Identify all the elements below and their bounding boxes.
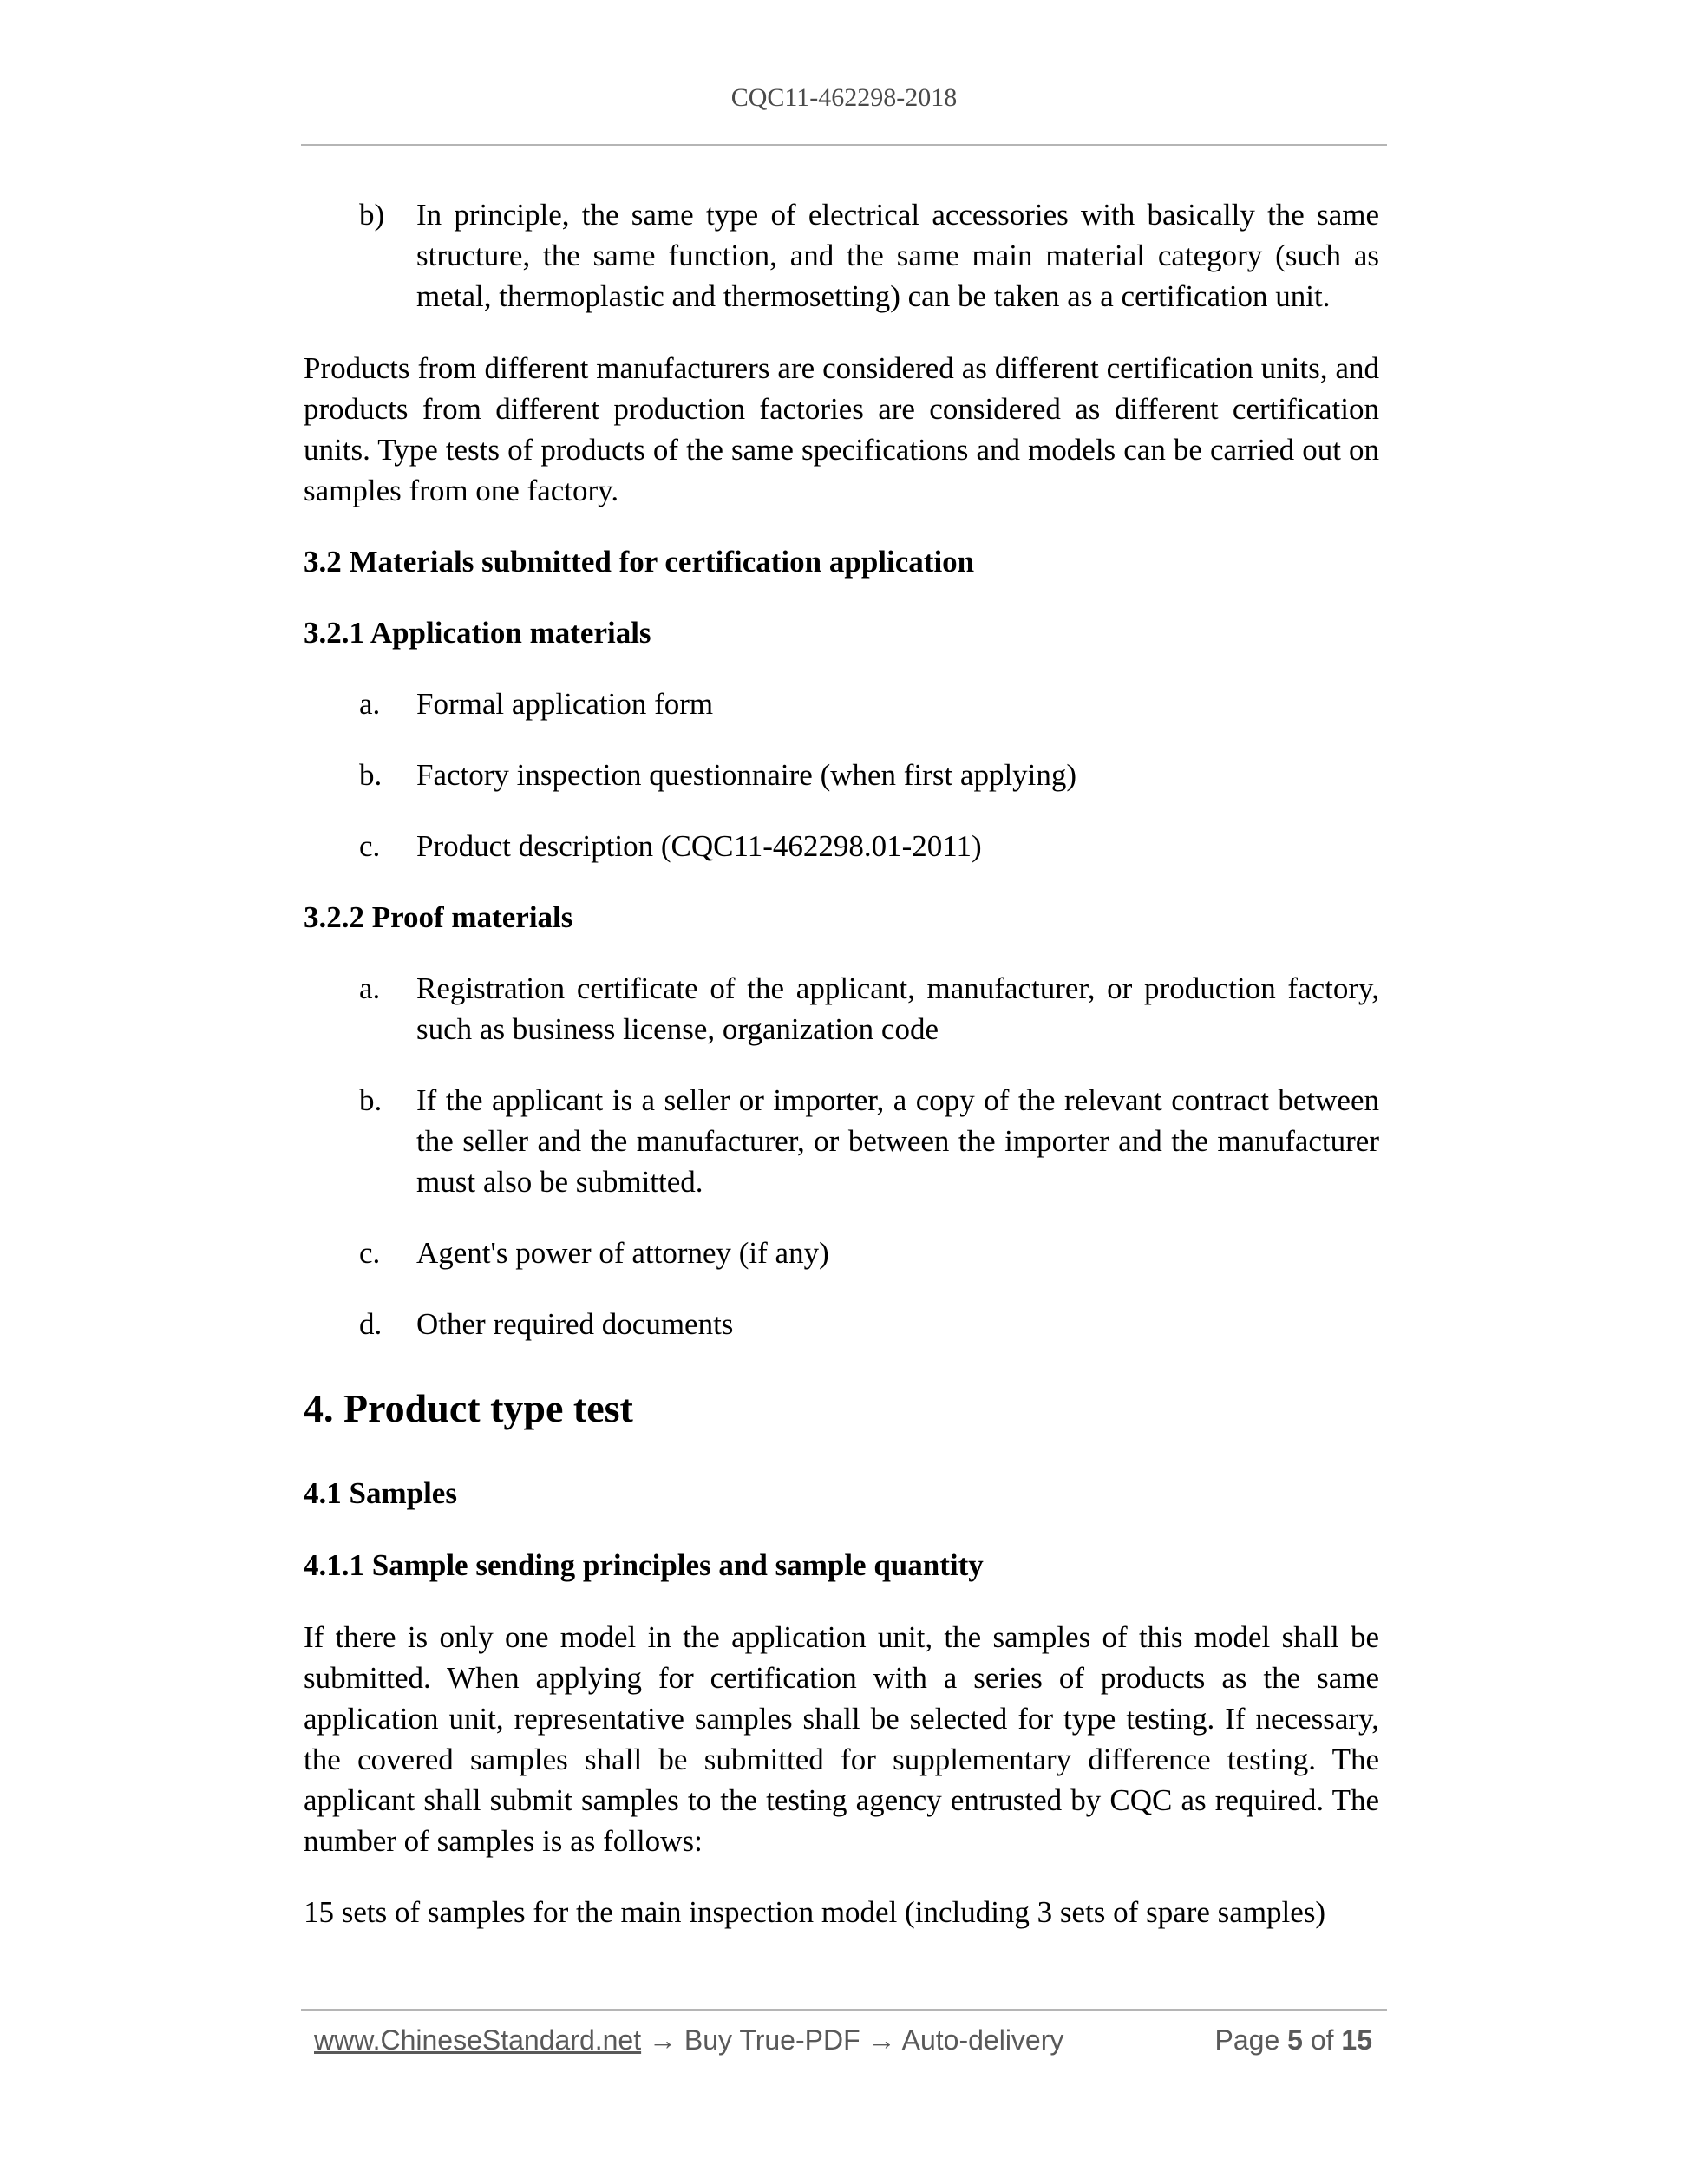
list-marker: a. (359, 687, 381, 721)
total-pages-number: 15 (1341, 2024, 1372, 2056)
arrow-right-icon: → (649, 2024, 677, 2056)
list-marker: b. (359, 1083, 383, 1117)
list-item (304, 826, 1379, 866)
list-item (304, 1304, 1379, 1344)
list-item-b (304, 194, 1379, 317)
list-marker: c. (359, 1236, 381, 1270)
page-number (1215, 2024, 1372, 2056)
list-marker: b) (359, 198, 385, 232)
current-page-number: 5 (1287, 2024, 1303, 2056)
paragraph-certification-units: Products from different manufacturers are considered as different certification units, and products from different production factories are considered as different certification units. Type tests of products of the same specifications and models can be carried out on samples from one factory. (304, 351, 1379, 507)
list-item (304, 1233, 1379, 1273)
list-item (304, 1080, 1379, 1202)
of-word: of (1310, 2024, 1334, 2056)
auto-delivery-text: Auto-delivery (901, 2024, 1064, 2056)
footer-promo (314, 2024, 1063, 2056)
list-item-text: Agent's power of attorney (if any) (416, 1236, 829, 1270)
heading-3-2-2: 3.2.2 Proof materials (304, 900, 573, 934)
list-item-text: Factory inspection questionnaire (when first applying) (416, 758, 1077, 792)
footer-divider (301, 2009, 1387, 2011)
list-marker: b. (359, 758, 383, 792)
page-body (304, 194, 1379, 1932)
heading-4-1: 4.1 Samples (304, 1476, 457, 1510)
heading-3-2: 3.2 Materials submitted for certification application (304, 545, 975, 579)
arrow-right-icon: → (867, 2024, 896, 2056)
list-marker: d. (359, 1307, 383, 1341)
list-item-text: If the applicant is a seller or importer, a copy of the relevant contract between the seller and the manufacturer, or between the importer and the manufacturer must also be submitted. (416, 1083, 1379, 1199)
paragraph-sample-sets: 15 sets of samples for the main inspection model (including 3 sets of spare samples) (304, 1895, 1326, 1929)
list-item-text: Formal application form (416, 687, 714, 721)
header-divider (301, 144, 1387, 146)
list-marker: c. (359, 829, 381, 863)
heading-3-2-1: 3.2.1 Application materials (304, 616, 651, 650)
buy-true-pdf-text: Buy True-PDF (684, 2024, 860, 2056)
list-item-text: In principle, the same type of electrical accessories with basically the same structure, the same function, and the same main material category (such as metal, thermoplastic and thermosetting) can be taken as a certification unit. (416, 198, 1379, 313)
chinesestandard-link[interactable]: www.ChineseStandard.net (314, 2024, 642, 2056)
paragraph-sample-principles: If there is only one model in the application unit, the samples of this model shall be submitted. When applying for certification with a series of products as the same application unit, representative samples shall be selected for type testing. If necessary, the covered samples shall be submitted for supplementary difference testing. The applicant shall submit samples to the testing agency entrusted by CQC as required. The number of samples is as follows: (304, 1620, 1379, 1858)
list-marker: a. (359, 971, 381, 1005)
heading-4-1-1: 4.1.1 Sample sending principles and sample quantity (304, 1548, 984, 1582)
page-header-doc-id: CQC11-462298-2018 (730, 83, 958, 112)
list-item-text: Registration certificate of the applicant, manufacturer, or production factory, such as business license, organization code (416, 971, 1379, 1046)
list-item (304, 968, 1379, 1049)
heading-section-4: 4. Product type test (304, 1386, 633, 1430)
page-word: Page (1214, 2024, 1280, 2056)
list-item (304, 755, 1379, 795)
list-item (304, 683, 1379, 724)
list-item-text: Other required documents (416, 1307, 734, 1341)
list-item-text: Product description (CQC11-462298.01-2011) (416, 829, 982, 863)
